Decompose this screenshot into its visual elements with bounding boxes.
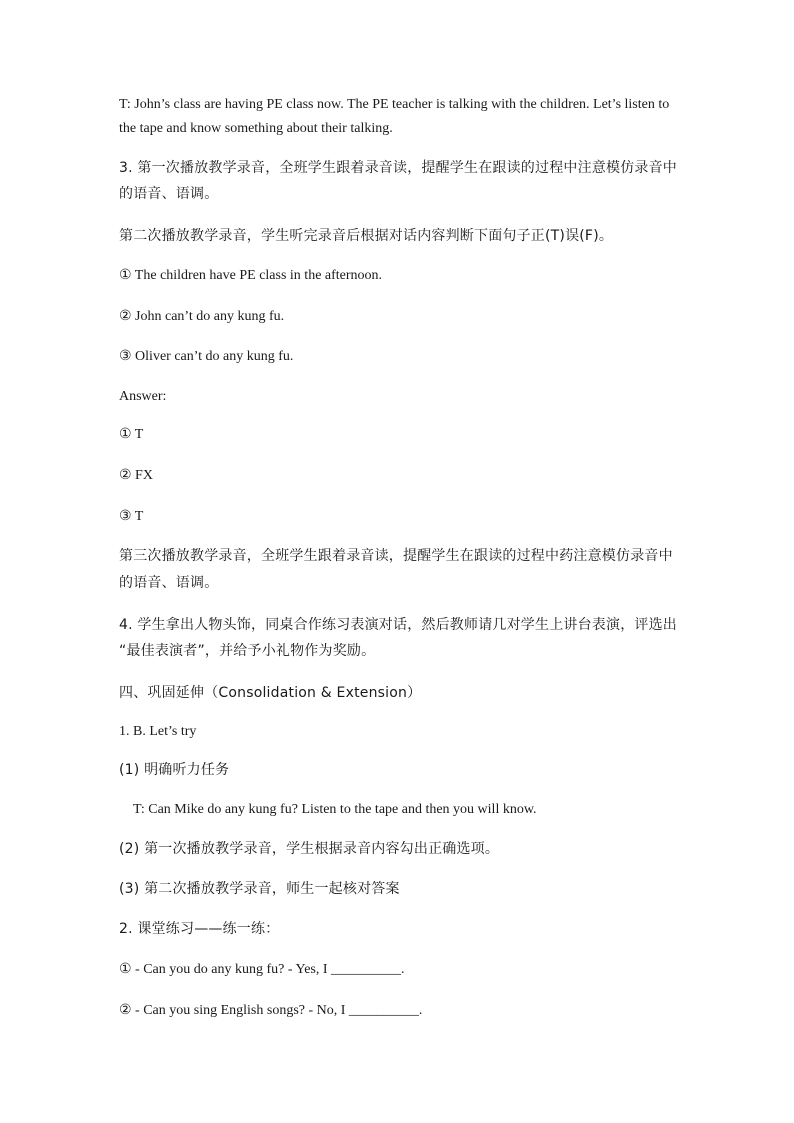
answer-label: Answer: xyxy=(119,389,167,404)
step3-line-1: 3. 第一次播放教学录音，全班学生跟着录音读，提醒学生在跟读的过程中注意模仿录音中 xyxy=(119,160,678,176)
third-play-line-2: 的语音、语调。 xyxy=(119,575,219,591)
exercise-1: ① - Can you do any kung fu? - Yes, I __________. xyxy=(119,962,405,977)
intro-line-2: the tape and know something about their talking. xyxy=(119,121,393,136)
second-play-instruction: 第二次播放教学录音，学生听完录音后根据对话内容判断下面句子正(T)误(F)。 xyxy=(119,228,614,244)
step4-line-1: 4. 学生拿出人物头饰，同桌合作练习表演对话，然后教师请几对学生上讲台表演，评选出 xyxy=(119,617,678,633)
third-play-line-1: 第三次播放教学录音，全班学生跟着录音读，提醒学生在跟读的过程中药注意模仿录音中 xyxy=(119,548,673,564)
statement-3: ③ Oliver can’t do any kung fu. xyxy=(119,349,294,364)
answer-2: ② FX xyxy=(119,468,153,483)
intro-line-1: T: John’s class are having PE class now. The PE teacher is talking with the children. Let’s listen to xyxy=(119,97,670,112)
answer-1: ① T xyxy=(119,427,144,442)
sub-item-2: (2) 第一次播放教学录音，学生根据录音内容勾出正确选项。 xyxy=(119,841,500,857)
sub-item-1-text: T: Can Mike do any kung fu? Listen to the tape and then you will know. xyxy=(133,802,537,817)
step3-line-2: 的语音、语调。 xyxy=(119,186,219,202)
sub-item-3: (3) 第二次播放教学录音，师生一起核对答案 xyxy=(119,881,400,897)
sub-item-1: (1) 明确听力任务 xyxy=(119,762,230,778)
answer-3: ③ T xyxy=(119,509,144,524)
item-1-title: 1. B. Let’s try xyxy=(119,724,197,739)
item-2-title: 2. 课堂练习——练一练： xyxy=(119,921,280,937)
statement-2: ② John can’t do any kung fu. xyxy=(119,309,285,324)
step4-line-2: “最佳表演者”，并给予小礼物作为奖励。 xyxy=(119,643,376,659)
statement-1: ① The children have PE class in the afternoon. xyxy=(119,268,383,283)
exercise-2: ② - Can you sing English songs? - No, I __________. xyxy=(119,1003,423,1018)
section4-heading: 四、巩固延伸（Consolidation & Extension） xyxy=(119,685,422,701)
